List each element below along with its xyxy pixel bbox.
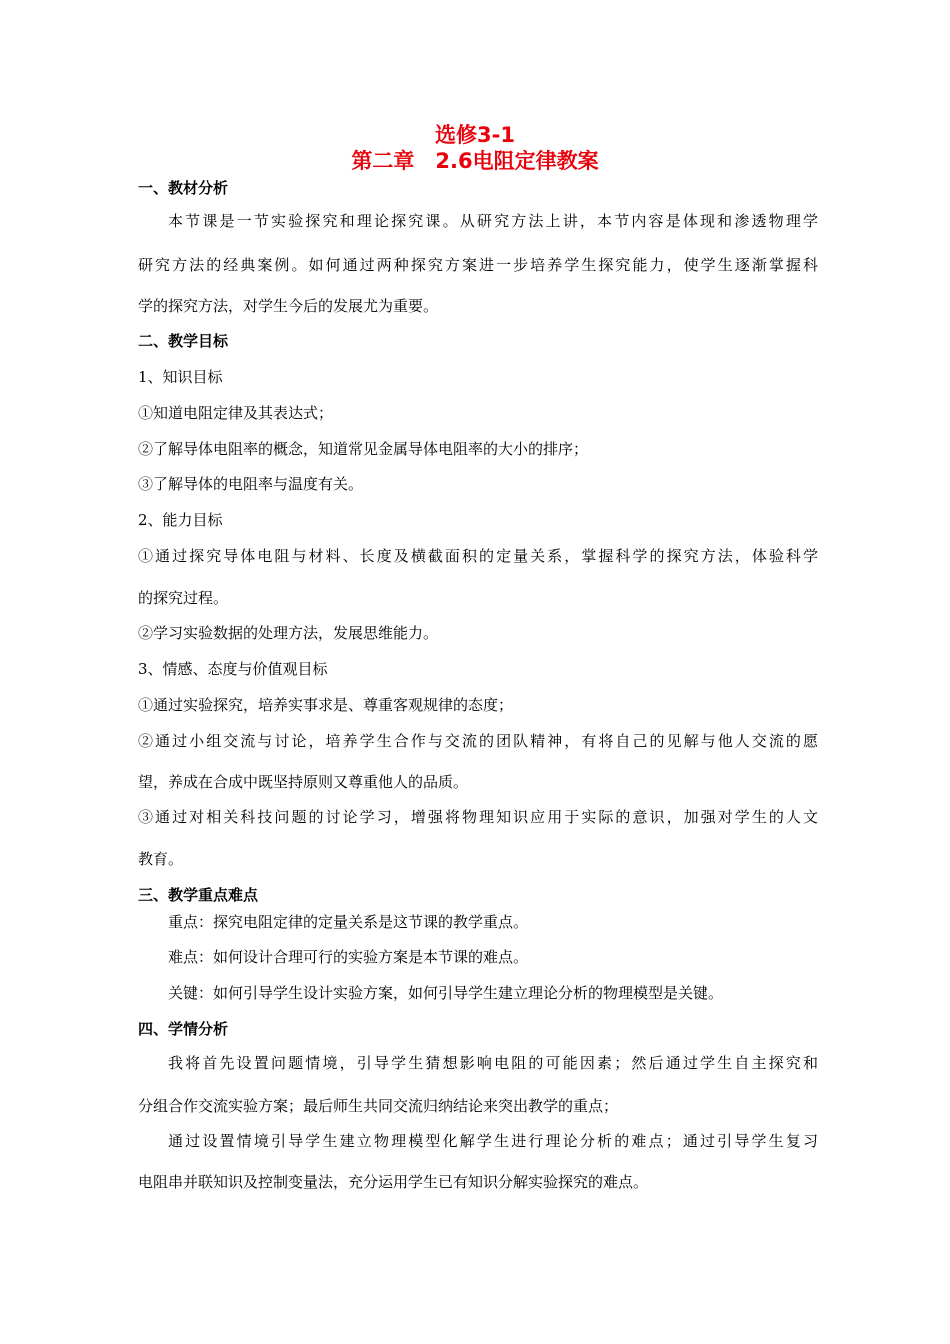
list-item: ③通过对相关科技问题的讨论学习，增强将物理知识应用于实际的意识，加强对学生的人文 (138, 808, 818, 826)
paragraph-line: 本节课是一节实验探究和理论探究课。从研究方法上讲，本节内容是体现和渗透物理学 (168, 212, 818, 230)
paragraph-line: 电阻串并联知识及控制变量法，充分运用学生已有知识分解实验探究的难点。 (138, 1173, 649, 1191)
document-title-chapter: 第二章 2.6电阻定律教案 (351, 149, 599, 173)
list-item: ③了解导体的电阻率与温度有关。 (138, 475, 364, 493)
section-heading-student-analysis: 四、学情分析 (138, 1020, 229, 1038)
section-heading-textbook-analysis: 一、教材分析 (138, 179, 229, 197)
list-item: ②通过小组交流与讨论，培养学生合作与交流的团队精神，有将自己的见解与他人交流的愿 (138, 732, 818, 750)
subheading-attitude-goals: 3、情感、态度与价值观目标 (138, 660, 328, 678)
paragraph-line: 我将首先设置问题情境，引导学生猜想影响电阻的可能因素；然后通过学生自主探究和 (168, 1054, 818, 1072)
key-point-line: 难点：如何设计合理可行的实验方案是本节课的难点。 (168, 948, 529, 966)
list-item-continuation: 教育。 (138, 850, 184, 868)
paragraph-line: 分组合作交流实验方案；最后师生共同交流归纳结论来突出教学的重点； (138, 1097, 619, 1115)
paragraph-line: 通过设置情境引导学生建立物理模型化解学生进行理论分析的难点；通过引导学生复习 (168, 1132, 818, 1150)
document-title-course: 选修3-1 (435, 123, 515, 147)
list-item-continuation: 的探究过程。 (138, 589, 229, 607)
list-item-continuation: 望，养成在合成中既坚持原则又尊重他人的品质。 (138, 773, 469, 791)
paragraph-line: 研究方法的经典案例。如何通过两种探究方案进一步培养学生探究能力，使学生逐渐掌握科 (138, 256, 818, 274)
section-heading-teaching-goals: 二、教学目标 (138, 332, 229, 350)
key-point-line: 重点：探究电阻定律的定量关系是这节课的教学重点。 (168, 913, 529, 931)
subheading-ability-goals: 2、能力目标 (138, 511, 223, 529)
list-item: ①知道电阻定律及其表达式； (138, 404, 334, 422)
list-item: ②学习实验数据的处理方法，发展思维能力。 (138, 624, 439, 642)
list-item: ①通过实验探究，培养实事求是、尊重客观规律的态度； (138, 696, 514, 714)
subheading-knowledge-goals: 1、知识目标 (138, 368, 223, 386)
paragraph-line: 学的探究方法，对学生今后的发展尤为重要。 (138, 297, 439, 315)
section-heading-key-points: 三、教学重点难点 (138, 886, 259, 904)
list-item: ①通过探究导体电阻与材料、长度及横截面积的定量关系，掌握科学的探究方法，体验科学 (138, 547, 818, 565)
key-point-line: 关键：如何引导学生设计实验方案，如何引导学生建立理论分析的物理模型是关键。 (168, 984, 724, 1002)
list-item: ②了解导体电阻率的概念，知道常见金属导体电阻率的大小的排序； (138, 440, 589, 458)
